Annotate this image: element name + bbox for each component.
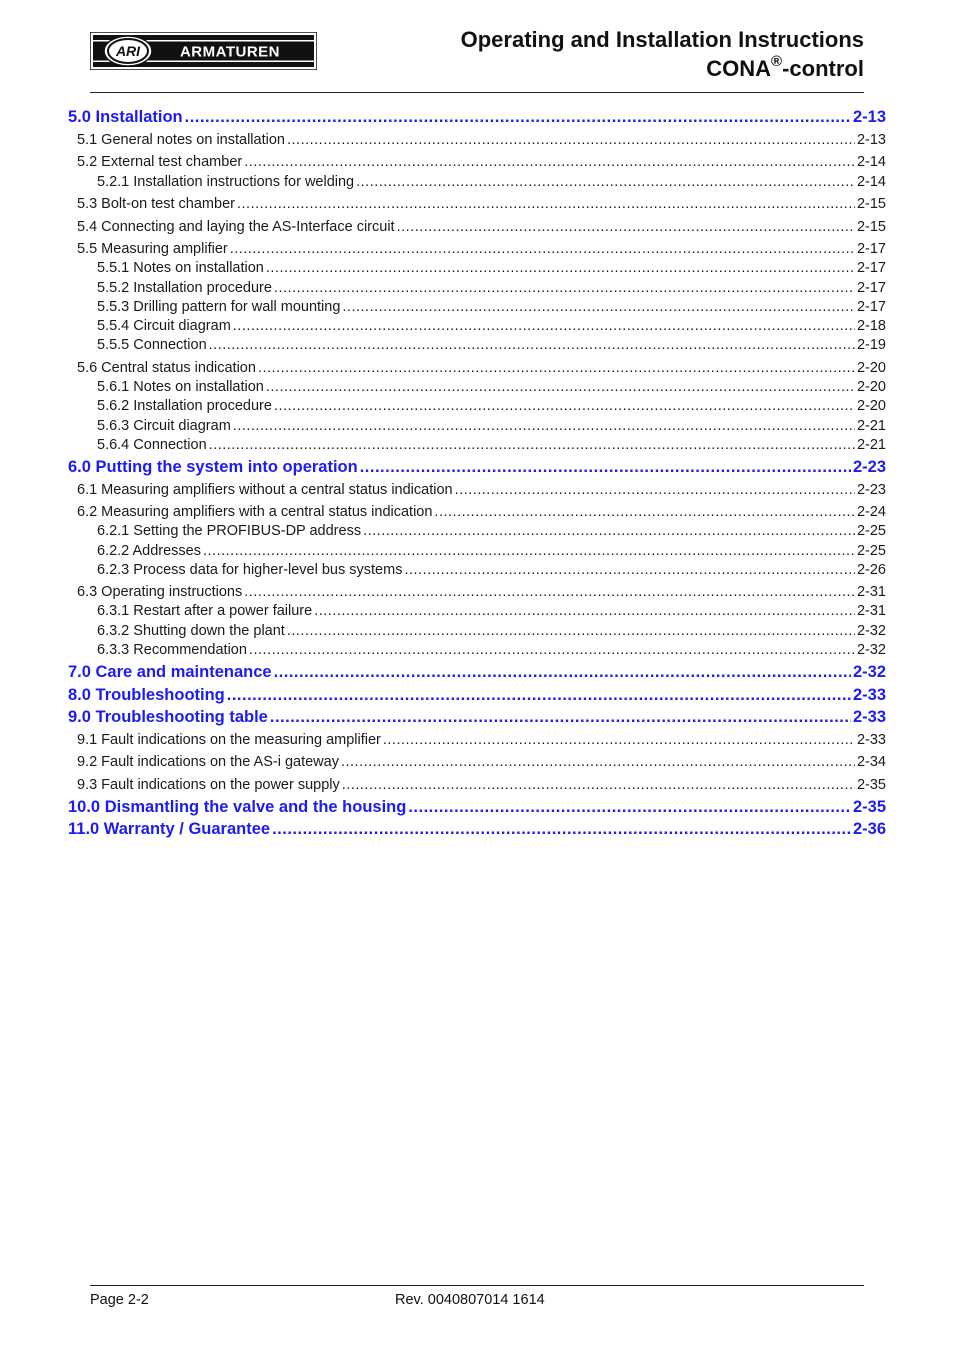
toc-entry[interactable] bbox=[68, 777, 886, 796]
toc-entry-label: 5.1 General notes on installation bbox=[77, 132, 285, 148]
toc-page-number: 2-25 bbox=[856, 523, 886, 539]
toc-entry-label: 5.2.1 Installation instructions for welding bbox=[97, 174, 355, 190]
toc-page-number: 2-36 bbox=[852, 820, 886, 838]
toc-entry[interactable] bbox=[68, 732, 886, 751]
toc-page-number: 2-25 bbox=[856, 543, 886, 559]
toc-page-number: 2-17 bbox=[856, 280, 886, 296]
toc-page-number: 2-23 bbox=[856, 482, 886, 498]
toc-entry[interactable] bbox=[68, 174, 886, 193]
dot-leader bbox=[274, 663, 851, 682]
dot-leader bbox=[356, 174, 855, 190]
dot-leader bbox=[397, 219, 855, 235]
toc-page-number: 2-20 bbox=[856, 379, 886, 395]
toc-entry-label: 5.2 External test chamber bbox=[77, 154, 243, 170]
toc-entry[interactable] bbox=[68, 603, 886, 622]
toc-entry-label: 5.5.2 Installation procedure bbox=[97, 280, 272, 296]
revision-number: Rev. 0040807014 1614 bbox=[395, 1292, 545, 1308]
toc-section-heading[interactable] bbox=[68, 663, 886, 685]
toc-entry[interactable] bbox=[68, 196, 886, 215]
dot-leader bbox=[455, 482, 855, 498]
toc-entry[interactable] bbox=[68, 398, 886, 417]
toc-page-number: 2-32 bbox=[856, 642, 886, 658]
toc-entry-label: 6.2 Measuring amplifiers with a central status indication bbox=[77, 504, 433, 520]
toc-entry[interactable] bbox=[68, 418, 886, 437]
toc-entry[interactable] bbox=[68, 543, 886, 562]
toc-page-number: 2-31 bbox=[856, 603, 886, 619]
dot-leader bbox=[270, 708, 851, 727]
toc-page-number: 2-14 bbox=[856, 154, 886, 170]
toc-entry-label: 6.2.3 Process data for higher-level bus systems bbox=[97, 562, 403, 578]
toc-entry-label: 8.0 Troubleshooting bbox=[68, 686, 225, 704]
toc-entry[interactable] bbox=[68, 299, 886, 318]
toc-page-number: 2-32 bbox=[856, 623, 886, 639]
page-number: Page 2-2 bbox=[90, 1292, 149, 1308]
dot-leader bbox=[408, 798, 851, 817]
toc-entry[interactable] bbox=[68, 584, 886, 603]
dot-leader bbox=[258, 360, 855, 376]
toc-page-number: 2-26 bbox=[856, 562, 886, 578]
toc-entry-label: 5.6 Central status indication bbox=[77, 360, 256, 376]
dot-leader bbox=[274, 398, 855, 414]
toc-page-number: 2-18 bbox=[856, 318, 886, 334]
dot-leader bbox=[363, 523, 855, 539]
toc-entry-label: 6.3.2 Shutting down the plant bbox=[97, 623, 285, 639]
toc-entry[interactable] bbox=[68, 260, 886, 279]
dot-leader bbox=[233, 318, 855, 334]
dot-leader bbox=[185, 108, 851, 127]
toc-entry[interactable] bbox=[68, 379, 886, 398]
dot-leader bbox=[230, 241, 855, 257]
toc-page-number: 2-31 bbox=[856, 584, 886, 600]
toc-page-number: 2-17 bbox=[856, 299, 886, 315]
toc-page-number: 2-24 bbox=[856, 504, 886, 520]
toc-section-heading[interactable] bbox=[68, 820, 886, 842]
toc-section-heading[interactable] bbox=[68, 798, 886, 820]
toc-page-number: 2-35 bbox=[852, 798, 886, 816]
toc-entry-label: 6.3 Operating instructions bbox=[77, 584, 243, 600]
toc-page-number: 2-19 bbox=[856, 337, 886, 353]
title-product-suffix: -control bbox=[782, 56, 864, 81]
dot-leader bbox=[227, 686, 851, 705]
toc-entry-label: 5.0 Installation bbox=[68, 108, 183, 126]
dot-leader bbox=[209, 337, 855, 353]
page-footer bbox=[90, 1285, 864, 1326]
dot-leader bbox=[249, 642, 855, 658]
dot-leader bbox=[244, 584, 855, 600]
dot-leader bbox=[360, 458, 851, 477]
toc-page-number: 2-33 bbox=[852, 708, 886, 726]
registered-mark: ® bbox=[771, 52, 783, 70]
toc-entry-label: 5.6.3 Circuit diagram bbox=[97, 418, 231, 434]
title-line-2 bbox=[461, 54, 864, 83]
dot-leader bbox=[342, 299, 855, 315]
dot-leader bbox=[434, 504, 855, 520]
toc-entry-label: 5.6.1 Notes on installation bbox=[97, 379, 264, 395]
toc-entry[interactable] bbox=[68, 642, 886, 661]
toc-page-number: 2-21 bbox=[856, 437, 886, 453]
dot-leader bbox=[266, 260, 855, 276]
dot-leader bbox=[383, 732, 855, 748]
toc-section-heading[interactable] bbox=[68, 108, 886, 130]
toc-entry[interactable] bbox=[68, 219, 886, 238]
toc-entry-label: 9.3 Fault indications on the power supply bbox=[77, 777, 340, 793]
toc-page-number: 2-17 bbox=[856, 260, 886, 276]
toc-entry-label: 5.3 Bolt-on test chamber bbox=[77, 196, 235, 212]
toc-page-number: 2-13 bbox=[856, 132, 886, 148]
toc-entry[interactable] bbox=[68, 337, 886, 356]
toc-page-number: 2-21 bbox=[856, 418, 886, 434]
document-title bbox=[461, 25, 864, 83]
svg-text:ARMATUREN: ARMATUREN bbox=[179, 43, 281, 61]
dot-leader bbox=[314, 603, 855, 619]
toc-entry[interactable] bbox=[68, 562, 886, 581]
toc-entry-label: 6.2.2 Addresses bbox=[97, 543, 201, 559]
toc-entry-label: 9.2 Fault indications on the AS-i gateway bbox=[77, 754, 339, 770]
toc-entry-label: 11.0 Warranty / Guarantee bbox=[68, 820, 271, 838]
toc-section-heading[interactable] bbox=[68, 708, 886, 730]
dot-leader bbox=[237, 196, 855, 212]
toc-page-number: 2-33 bbox=[852, 686, 886, 704]
toc-page-number: 2-33 bbox=[856, 732, 886, 748]
toc-entry[interactable] bbox=[68, 482, 886, 501]
toc-entry[interactable] bbox=[68, 280, 886, 299]
toc-entry[interactable] bbox=[68, 154, 886, 173]
dot-leader bbox=[341, 754, 855, 770]
toc-entry-label: 6.0 Putting the system into operation bbox=[68, 458, 358, 476]
ari-armaturen-logo bbox=[90, 32, 317, 70]
toc-entry[interactable] bbox=[68, 360, 886, 379]
toc-page-number: 2-32 bbox=[852, 663, 886, 681]
dot-leader bbox=[404, 562, 855, 578]
toc-entry-label: 10.0 Dismantling the valve and the housing bbox=[68, 798, 407, 816]
svg-text:ARI: ARI bbox=[115, 43, 141, 59]
toc-entry-label: 6.3.1 Restart after a power failure bbox=[97, 603, 313, 619]
toc-section-heading[interactable] bbox=[68, 686, 886, 708]
toc-entry[interactable] bbox=[68, 754, 886, 773]
title-product-name: CONA bbox=[706, 56, 772, 81]
toc-page-number: 2-13 bbox=[852, 108, 886, 126]
title-line-1: Operating and Installation Instructions bbox=[460, 27, 864, 52]
toc-entry-label: 5.5.1 Notes on installation bbox=[97, 260, 264, 276]
toc-entry-label: 5.5.3 Drilling pattern for wall mounting bbox=[97, 299, 341, 315]
toc-entry-label: 9.1 Fault indications on the measuring amplifier bbox=[77, 732, 381, 748]
toc-section-heading[interactable] bbox=[68, 458, 886, 480]
toc-entry-label: 5.6.2 Installation procedure bbox=[97, 398, 272, 414]
dot-leader bbox=[274, 280, 855, 296]
toc-entry-label: 5.5.5 Connection bbox=[97, 337, 207, 353]
dot-leader bbox=[287, 623, 855, 639]
toc-page-number: 2-20 bbox=[856, 360, 886, 376]
dot-leader bbox=[266, 379, 855, 395]
toc-entry-label: 6.1 Measuring amplifiers without a central status indication bbox=[77, 482, 453, 498]
dot-leader bbox=[203, 543, 855, 559]
toc-page-number: 2-23 bbox=[852, 458, 886, 476]
toc-page-number: 2-15 bbox=[856, 219, 886, 235]
toc-entry-label: 6.2.1 Setting the PROFIBUS-DP address bbox=[97, 523, 362, 539]
toc-entry[interactable] bbox=[68, 523, 886, 542]
page-header bbox=[90, 22, 864, 93]
toc-entry-label: 5.5.4 Circuit diagram bbox=[97, 318, 231, 334]
toc-entry[interactable] bbox=[68, 623, 886, 642]
toc-page-number: 2-35 bbox=[856, 777, 886, 793]
dot-leader bbox=[209, 437, 855, 453]
dot-leader bbox=[272, 820, 851, 839]
toc-entry-label: 5.6.4 Connection bbox=[97, 437, 207, 453]
dot-leader bbox=[233, 418, 855, 434]
toc-page-number: 2-20 bbox=[856, 398, 886, 414]
dot-leader bbox=[287, 132, 855, 148]
dot-leader bbox=[244, 154, 855, 170]
toc-entry-label: 9.0 Troubleshooting table bbox=[68, 708, 268, 726]
toc-entry-label: 7.0 Care and maintenance bbox=[68, 663, 272, 681]
toc-entry[interactable] bbox=[68, 132, 886, 151]
dot-leader bbox=[342, 777, 855, 793]
toc-entry-label: 5.4 Connecting and laying the AS-Interface circuit bbox=[77, 219, 395, 235]
toc-page-number: 2-15 bbox=[856, 196, 886, 212]
toc-entry[interactable] bbox=[68, 241, 886, 260]
toc-entry[interactable] bbox=[68, 318, 886, 337]
toc-page-number: 2-34 bbox=[856, 754, 886, 770]
toc-entry[interactable] bbox=[68, 437, 886, 456]
toc-entry-label: 5.5 Measuring amplifier bbox=[77, 241, 228, 257]
toc-page-number: 2-14 bbox=[856, 174, 886, 190]
toc-entry-label: 6.3.3 Recommendation bbox=[97, 642, 247, 658]
toc-page-number: 2-17 bbox=[856, 241, 886, 257]
toc-entry[interactable] bbox=[68, 504, 886, 523]
